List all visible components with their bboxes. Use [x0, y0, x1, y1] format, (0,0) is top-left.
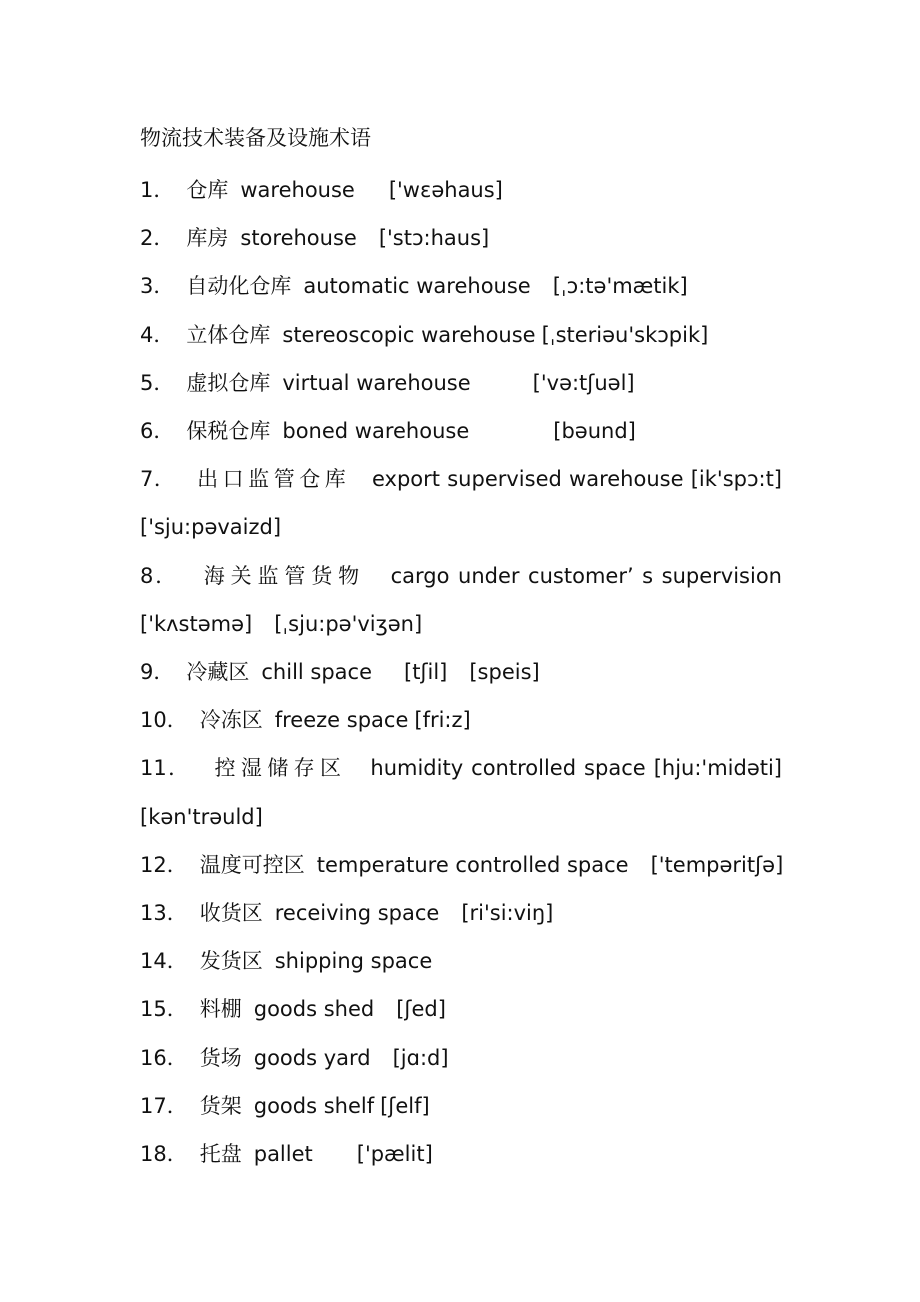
entry-phonetic: [jɑ:d]: [392, 1045, 449, 1070]
entry-number: 5．: [140, 370, 175, 395]
entry-phonetic: [ʃed]: [396, 997, 446, 1022]
entry-chinese: 仓库: [186, 178, 229, 202]
entry-chinese: 货场: [199, 1045, 242, 1070]
term-entry-10: [140, 696, 782, 744]
entry-chinese: 控湿储存区: [214, 756, 347, 781]
entry-chinese: 冷藏区: [186, 660, 250, 685]
term-entry-7: [140, 455, 782, 551]
term-entry-13: [140, 889, 782, 937]
entry-chinese: 托盘: [199, 1142, 242, 1167]
entry-number: 4．: [140, 322, 175, 347]
entry-chinese: 料棚: [199, 997, 242, 1022]
entry-number: 10．: [140, 708, 188, 733]
entry-english: pallet: [253, 1142, 313, 1167]
entry-english: cargo under customer’ s supervision: [390, 563, 782, 588]
entry-phonetic: [tʃil]: [404, 660, 448, 685]
entry-number: 9．: [140, 660, 175, 685]
entry-english: goods shed: [253, 997, 375, 1022]
entry-phonetic: ['wɛəhaus]: [388, 178, 503, 202]
entry-phonetic: [ˌɔ:tə'mætik]: [552, 274, 688, 299]
entry-number: 18．: [140, 1142, 188, 1167]
entry-number: 6．: [140, 419, 175, 444]
entry-number: 7．: [140, 467, 176, 492]
term-entry-12: [140, 841, 782, 889]
entry-chinese: 保税仓库: [186, 419, 271, 444]
term-entry-17: [140, 1082, 782, 1130]
entry-number: 1．: [140, 178, 175, 202]
entry-phonetic: [fri:z]: [414, 708, 471, 733]
entry-phonetic: [ik'spɔ:t]: [690, 467, 783, 492]
entry-phonetic-2: ['sju:pəvaizd]: [140, 515, 282, 540]
term-entry-18: [140, 1130, 782, 1178]
entry-number: 11．: [140, 756, 191, 781]
term-entry-6: [140, 407, 782, 455]
entry-chinese: 自动化仓库: [186, 274, 292, 299]
term-entry-16: [140, 1034, 782, 1082]
entry-english: goods yard: [253, 1045, 371, 1070]
entry-number: 13．: [140, 901, 188, 926]
document-page: [140, 118, 782, 1178]
entry-english: virtual warehouse: [282, 370, 471, 395]
entry-number: 16．: [140, 1045, 188, 1070]
term-entry-9: [140, 648, 782, 696]
entry-english: export supervised warehouse: [372, 467, 684, 492]
term-entry-4: [140, 311, 782, 359]
entry-chinese: 库房: [186, 226, 229, 251]
entry-english: shipping space: [274, 949, 433, 974]
entry-chinese: 立体仓库: [186, 322, 271, 347]
term-entry-5: [140, 359, 782, 407]
entry-chinese: 收货区: [199, 901, 263, 926]
entry-number: 12．: [140, 852, 188, 877]
term-entry-3: [140, 262, 782, 310]
term-entry-14: [140, 937, 782, 985]
entry-phonetic: [ri'si:viŋ]: [461, 901, 554, 926]
entry-phonetic-2: [speis]: [469, 660, 540, 685]
entry-number: 14．: [140, 949, 188, 974]
entry-number: 3．: [140, 274, 175, 299]
entry-phonetic: ['kʌstəmə]: [140, 611, 253, 636]
entry-english: chill space: [261, 660, 373, 685]
entry-english: stereoscopic warehouse: [282, 322, 536, 347]
entry-phonetic: ['pælit]: [356, 1142, 433, 1167]
term-entry-1: [140, 166, 782, 214]
entry-english: freeze space: [274, 708, 409, 733]
entry-number: 15．: [140, 997, 188, 1022]
entry-phonetic: [ʃelf]: [380, 1093, 430, 1118]
term-entry-15: [140, 985, 782, 1033]
term-entry-8: [140, 552, 782, 648]
entry-phonetic-2: [kən'trəuld]: [140, 804, 263, 829]
entry-english: automatic warehouse: [303, 274, 531, 299]
entry-chinese: 出口监管仓库: [197, 467, 351, 492]
entry-english: warehouse: [240, 178, 355, 202]
entry-english: humidity controlled space: [370, 756, 646, 781]
document-title: 物流技术装备及设施术语: [140, 126, 371, 150]
entry-english: goods shelf: [253, 1093, 375, 1118]
entry-english: receiving space: [274, 901, 440, 926]
entry-phonetic-2: [ˌsju:pə'viʒən]: [274, 611, 423, 636]
term-entry-11: [140, 744, 782, 840]
entry-phonetic: ['tempəritʃə]: [650, 852, 784, 877]
entry-number: 17．: [140, 1093, 188, 1118]
entry-chinese: 温度可控区: [199, 852, 305, 877]
entry-number: 8．: [140, 563, 179, 588]
entry-phonetic: [ˌsteriəu'skɔpik]: [541, 322, 709, 347]
term-entry-2: [140, 214, 782, 262]
entry-english: temperature controlled space: [316, 852, 629, 877]
entry-phonetic: ['stɔ:haus]: [378, 226, 490, 251]
entry-phonetic: ['və:tʃuəl]: [532, 370, 635, 395]
entry-chinese: 海关监管货物: [203, 563, 365, 588]
entry-chinese: 虚拟仓库: [186, 370, 271, 395]
entry-chinese: 货架: [199, 1093, 242, 1118]
entry-phonetic: [bəund]: [553, 419, 636, 444]
entry-chinese: 冷冻区: [199, 708, 263, 733]
entry-english: storehouse: [240, 226, 357, 251]
entry-phonetic: [hju:'midəti]: [653, 756, 782, 781]
entry-english: boned warehouse: [282, 419, 470, 444]
entry-chinese: 发货区: [199, 949, 263, 974]
entry-number: 2．: [140, 226, 175, 251]
